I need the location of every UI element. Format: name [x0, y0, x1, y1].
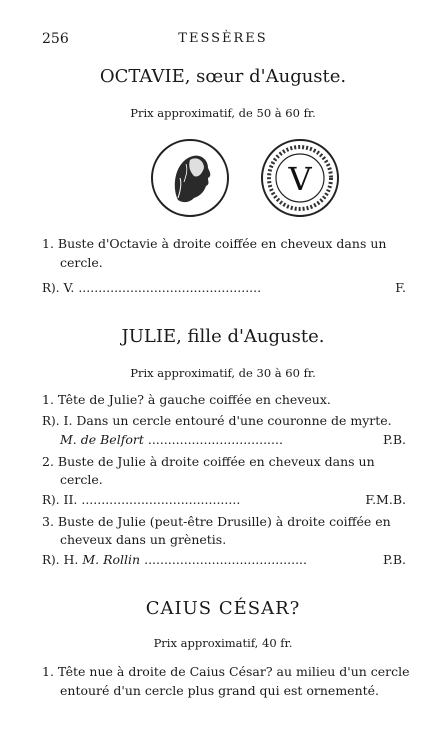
julie-rarity-3: P.B. [382, 552, 406, 567]
julie-rarity-1: P.B. [382, 432, 406, 447]
coin-reverse-letter [262, 140, 338, 216]
octavie-item-1-line-1: 1. Buste d'Octavie à droite coiffée en cheveux dans un [42, 236, 387, 251]
leader-dots: .............................................. [78, 280, 262, 295]
caius-item-1-line-1: 1. Tête nue à droite de Caius César? au milieu d'un cercle [42, 664, 410, 679]
reverse-text: V. [63, 280, 75, 295]
coin-obverse-portrait [152, 140, 228, 216]
julie-reverse-3-line [42, 552, 307, 567]
reverse-symbol: R). [42, 493, 60, 507]
julie-rarity-2: F.M.B. [365, 492, 406, 507]
leader-dots: ......................................... [144, 552, 308, 567]
running-title: TESSÈRES [178, 31, 268, 46]
julie-reverse-2-line [42, 492, 240, 507]
julie-title: JULIE, fille d'Auguste. [121, 326, 325, 347]
collector-name: M. de Belfort [60, 432, 144, 447]
octavie-coin-illustration [150, 138, 340, 218]
julie-item-3-line-1: 3. Buste de Julie (peut-être Drusille) à droite coiffée en [42, 514, 391, 529]
julie-reverse-1-line-2 [60, 432, 283, 447]
octavie-reverse-line [42, 280, 261, 295]
reverse-text: H. [63, 552, 79, 567]
julie-item-2-line-2: cercle. [60, 472, 103, 487]
coin-letter: V [288, 160, 312, 198]
julie-item-1: 1. Tête de Julie? à gauche coiffée en cheveux. [42, 392, 331, 407]
reverse-text: II. [63, 492, 78, 507]
octavie-item-1-line-2: cercle. [60, 255, 103, 270]
julie-reverse-1-line-1 [42, 413, 392, 428]
julie-price: Prix approximatif, de 30 à 60 fr. [130, 366, 316, 380]
octavie-title: OCTAVIE, sœur d'Auguste. [99, 66, 347, 87]
page-number: 256 [42, 31, 69, 47]
julie-item-2-line-1: 2. Buste de Julie à droite coiffée en cheveux dans un [42, 454, 375, 469]
reverse-text: I. Dans un cercle entouré d'une couronne de myrte. [63, 413, 392, 428]
leader-dots: ........................................ [81, 492, 241, 507]
julie-item-3-line-2: cheveux dans un grènetis. [60, 532, 227, 547]
reverse-symbol: R). [42, 281, 60, 295]
caius-item-1-line-2: entouré d'un cercle plus grand qui est ornementé. [60, 683, 380, 698]
caius-title: CAIUS CÉSAR? [145, 598, 301, 619]
octavie-price: Prix approximatif, de 50 à 60 fr. [130, 106, 316, 120]
caius-price: Prix approximatif, 40 fr. [153, 636, 293, 650]
leader-dots: .................................. [147, 432, 283, 447]
octavie-rarity: F. [395, 280, 406, 295]
reverse-symbol: R). [42, 414, 60, 428]
reverse-symbol: R). [42, 553, 60, 567]
collector-name: M. Rollin [82, 552, 141, 567]
